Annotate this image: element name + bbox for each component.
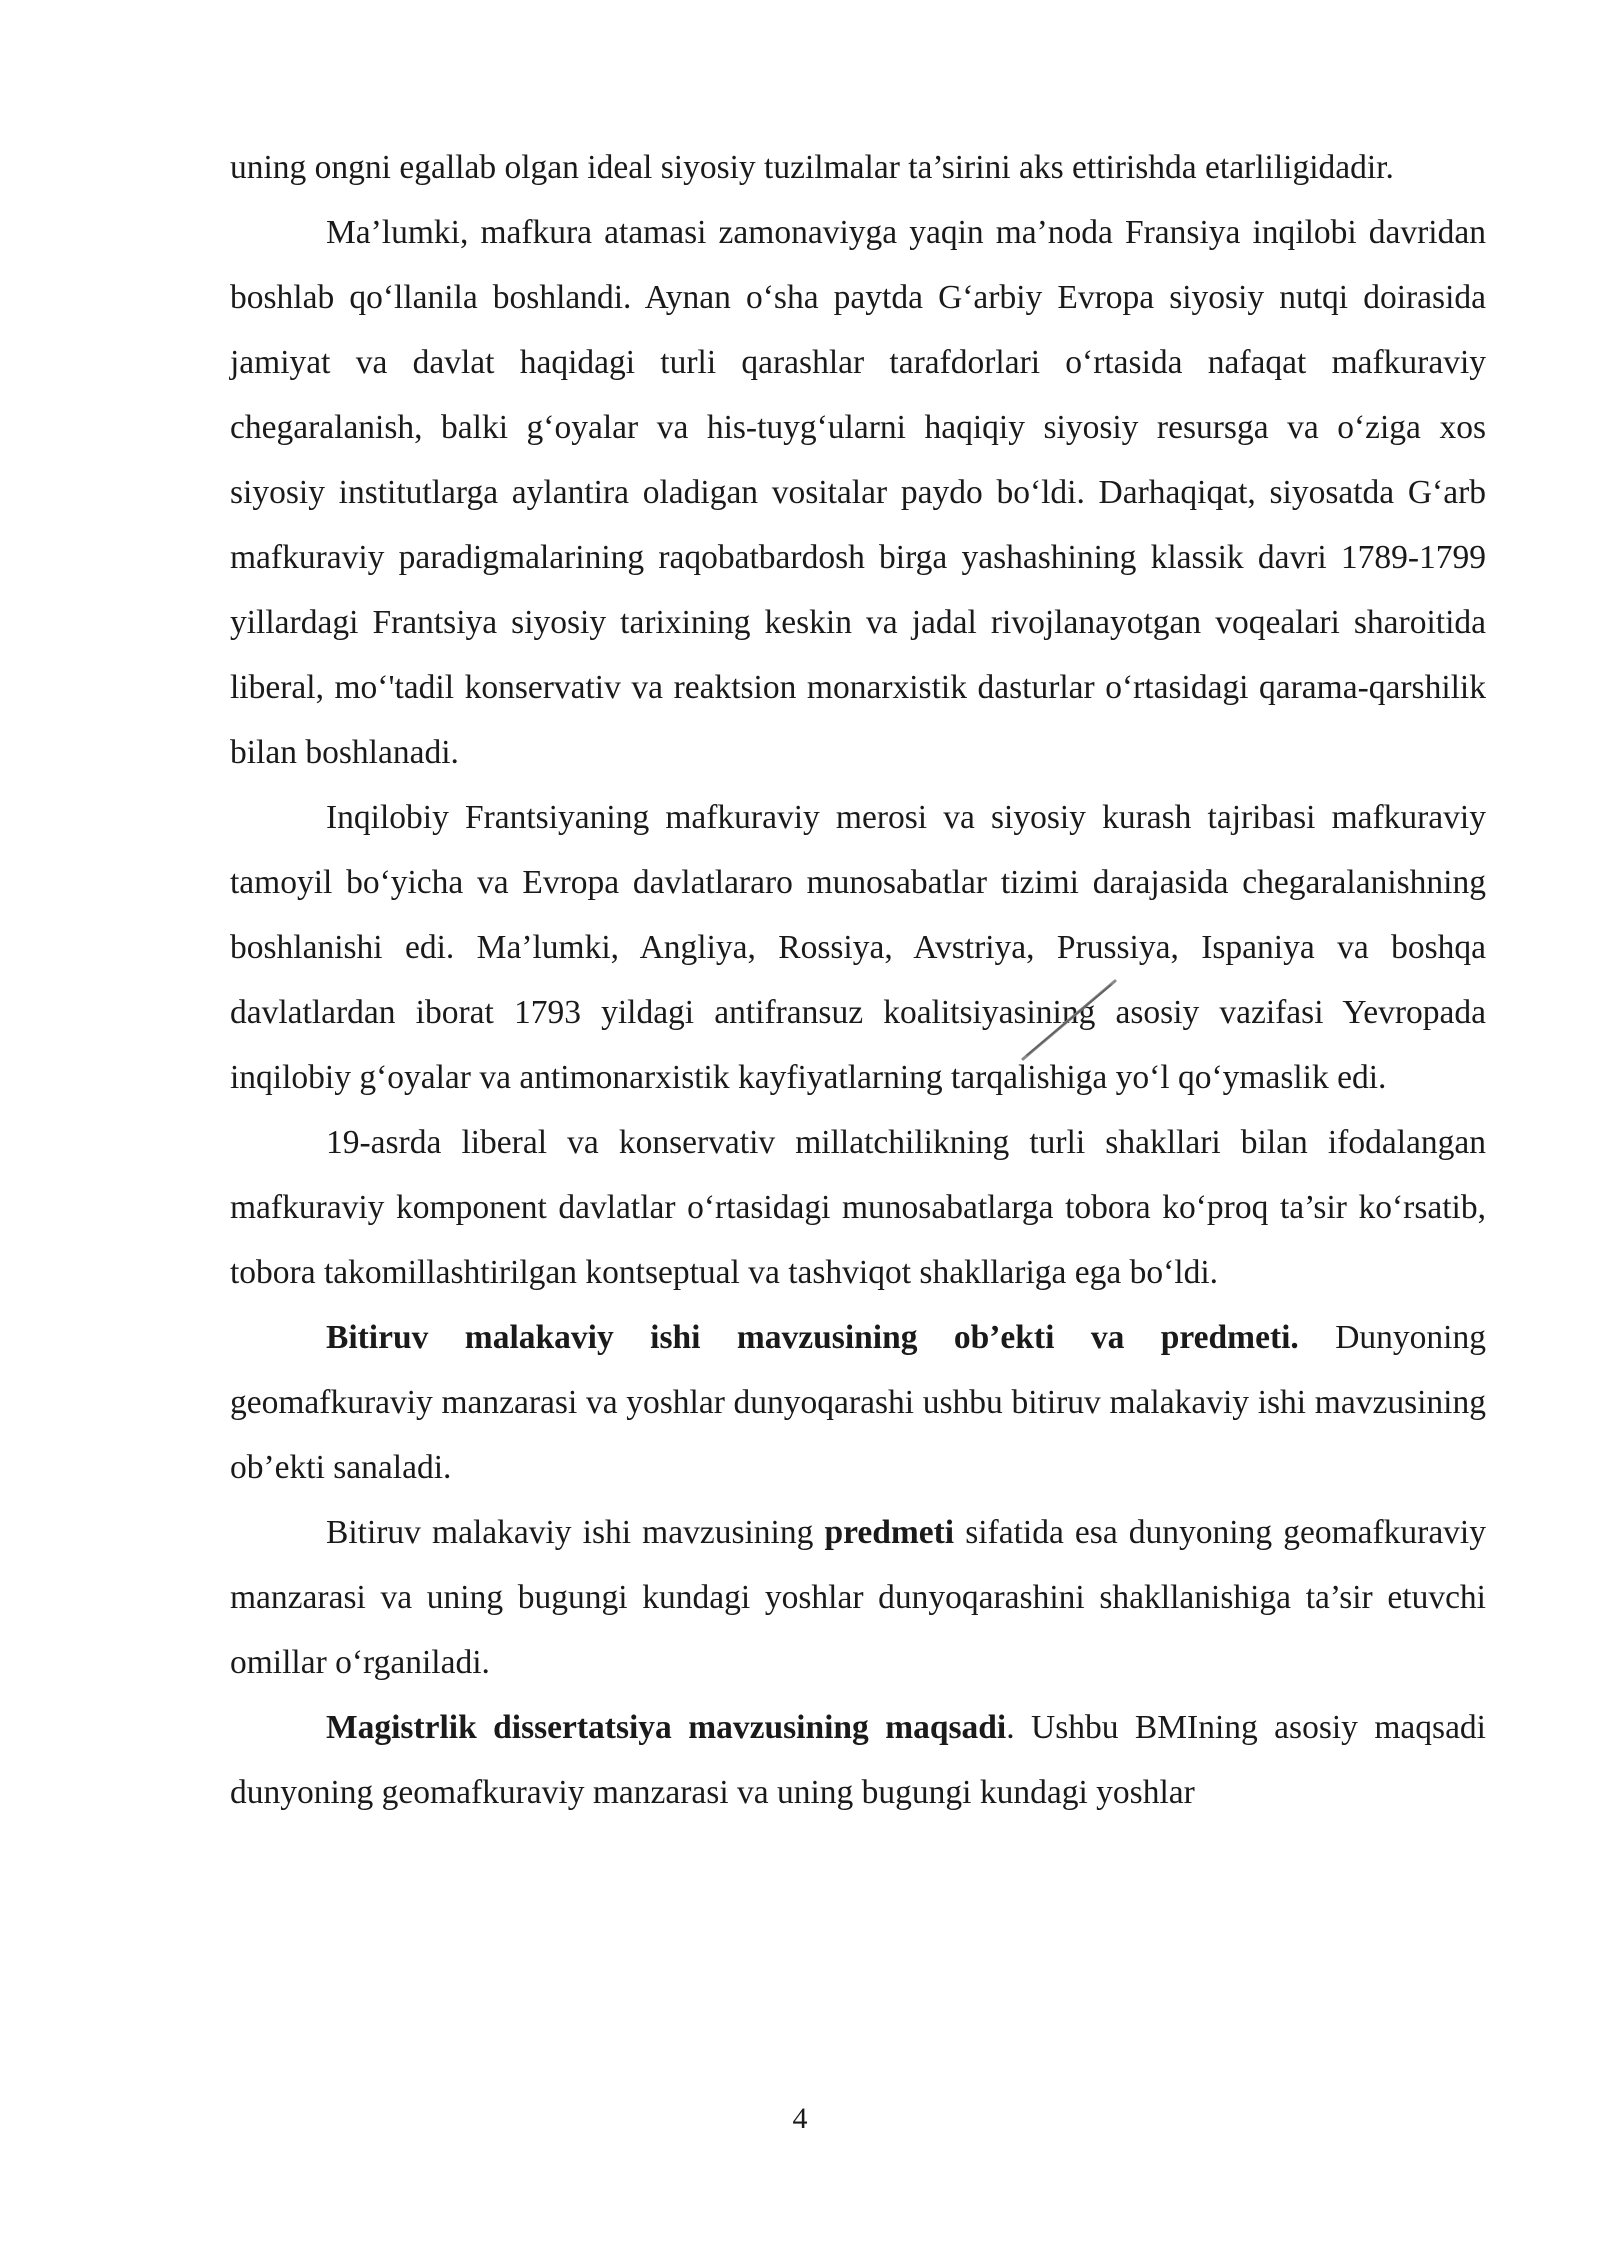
paragraph-p6 [230,1500,1486,1695]
text-run: Bitiruv malakaviy ishi mavzusining [326,1514,825,1551]
text-run: Ma’lumki, mafkura atamasi zamonaviyga yaqin ma’noda Fransiya inqilobi davridan boshlab qo‘llanila boshlandi. Aynan o‘sha paytda G‘arbiy Evropa siyosiy nutqi doirasida jamiyat va davlat haqidagi turli qarashlar tarafdorlari o‘rtasida nafaqat mafkuraviy chegaralanish, balki g‘oyalar va his-tuyg‘ularni haqiqiy siyosiy resursga va o‘ziga xos siyosiy institutlarga aylantira oladigan vositalar paydo bo‘ldi. Darhaqiqat, siyosatda G‘arb mafkuraviy paradigmalarining raqobatbardosh birga yashashining klassik davri 1789-1799 yillardagi Frantsiya siyosiy tarixining keskin va jadal rivojlanayotgan voqealari sharoitida liberal, mo‘'tadil konservativ va reaktsion monarxistik dasturlar o‘rtasidagi qarama-qarshilik bilan boshlanadi. [230,214,1486,771]
body-text [230,135,1486,1825]
text-run: Dunyoning geomafkuraviy manzarasi va yoshlar dunyoqarashi ushbu bitiruv malakaviy ishi mavzusining ob’ekti sanaladi. [230,1319,1486,1486]
pen-stroke-mark [1015,975,1125,1065]
bold-text-run: predmeti [824,1514,955,1551]
text-run: sifatida esa dunyoning geomafkuraviy manzarasi va uning bugungi kundagi yoshlar dunyoqarashini shakllanishiga ta’sir etuvchi omillar o‘rganiladi. [230,1514,1486,1681]
text-run: uning ongni egallab olgan ideal siyosiy tuzilmalar ta’sirini aks ettirishda etarliligidadir. [230,149,1394,186]
bold-text-run: Magistrlik dissertatsiya mavzusining maqsadi [326,1709,1007,1746]
page-number: 4 [792,2102,808,2135]
paragraph-p2 [230,200,1486,785]
paragraph-p5 [230,1305,1486,1500]
text-run: 19-asrda liberal va konservativ millatchilikning turli shakllari bilan ifodalangan mafkuraviy komponent davlatlar o‘rtasidagi munosabatlarga tobora ko‘proq ta’sir ko‘rsatib, tobora takomillashtirilgan kontseptual va tashviqot shakllariga ega bo‘ldi. [230,1124,1486,1291]
paragraph-p1 [230,135,1486,200]
paragraph-p7 [230,1695,1486,1825]
text-run: Inqilobiy Frantsiyaning mafkuraviy merosi va siyosiy kurash tajribasi mafkuraviy tamoyil bo‘yicha va Evropa davlatlararo munosabatlar tizimi darajasida chegaralanishning boshlanishi edi. Ma’lumki, Angliya, Rossiya, Avstriya, Prussiya, Ispaniya va boshqa davlatlardan iborat 1793 yildagi antifransuz koalitsiyasining asosiy vazifasi Yevropada inqilobiy g‘oyalar va antimonarxistik kayfiyatlarning tarqalishiga yo‘l qo‘ymaslik edi. [230,799,1486,1096]
bold-text-run: Bitiruv malakaviy ishi mavzusining ob’ekti va predmeti. [326,1319,1299,1356]
text-run: . Ushbu BMIning asosiy maqsadi dunyoning geomafkuraviy manzarasi va uning bugungi kundagi yoshlar [230,1709,1486,1811]
paragraph-p3 [230,785,1486,1110]
paragraph-p4 [230,1110,1486,1305]
